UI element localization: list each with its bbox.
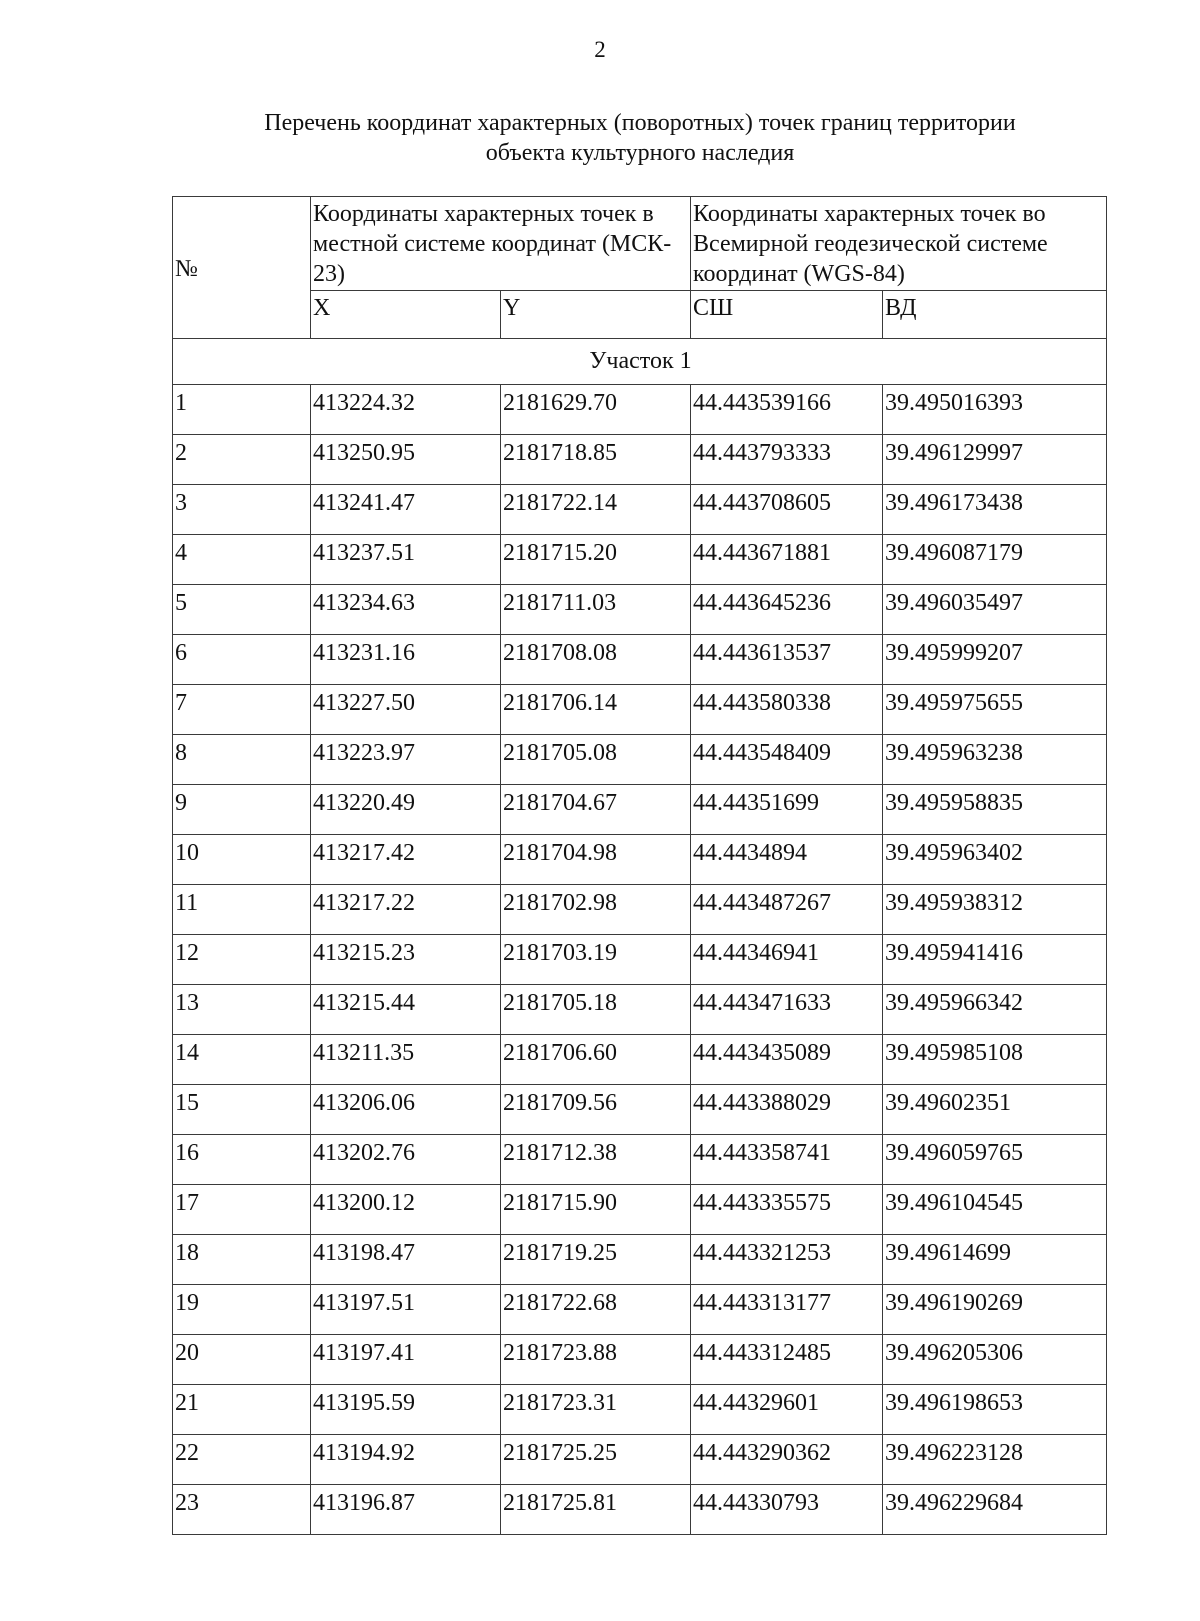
cell-longitude: 39.495999207: [883, 635, 1107, 685]
cell-x: 413211.35: [311, 1035, 501, 1085]
cell-latitude: 44.443358741: [691, 1135, 883, 1185]
cell-point-number: 9: [173, 785, 311, 835]
cell-y: 2181712.38: [501, 1135, 691, 1185]
table-row: [173, 1385, 1107, 1435]
cell-longitude: 39.495975655: [883, 685, 1107, 735]
cell-point-number: 20: [173, 1335, 311, 1385]
cell-x: 413217.22: [311, 885, 501, 935]
cell-x: 413224.32: [311, 385, 501, 435]
cell-longitude: 39.495941416: [883, 935, 1107, 985]
table-row: [173, 1335, 1107, 1385]
cell-longitude: 39.496035497: [883, 585, 1107, 635]
cell-latitude: 44.443321253: [691, 1235, 883, 1285]
cell-y: 2181705.08: [501, 735, 691, 785]
cell-longitude: 39.496087179: [883, 535, 1107, 585]
table-row: [173, 1035, 1107, 1085]
cell-y: 2181704.67: [501, 785, 691, 835]
cell-point-number: 12: [173, 935, 311, 985]
header-x: X: [311, 291, 501, 339]
cell-point-number: 6: [173, 635, 311, 685]
header-number: №: [173, 197, 311, 339]
cell-point-number: 13: [173, 985, 311, 1035]
section-row: [173, 339, 1107, 385]
cell-x: 413215.23: [311, 935, 501, 985]
title-line-2: объекта культурного наследия: [485, 140, 795, 166]
cell-y: 2181708.08: [501, 635, 691, 685]
table-row: [173, 585, 1107, 635]
cell-longitude: 39.495963402: [883, 835, 1107, 885]
cell-point-number: 2: [173, 435, 311, 485]
cell-x: 413215.44: [311, 985, 501, 1035]
table-row: [173, 1185, 1107, 1235]
cell-longitude: 39.495966342: [883, 985, 1107, 1035]
cell-x: 413220.49: [311, 785, 501, 835]
cell-y: 2181725.81: [501, 1485, 691, 1535]
cell-x: 413197.51: [311, 1285, 501, 1335]
table-row: [173, 1285, 1107, 1335]
cell-point-number: 8: [173, 735, 311, 785]
table-row: [173, 385, 1107, 435]
cell-latitude: 44.443487267: [691, 885, 883, 935]
cell-longitude: 39.496129997: [883, 435, 1107, 485]
cell-point-number: 19: [173, 1285, 311, 1335]
cell-point-number: 7: [173, 685, 311, 735]
cell-latitude: 44.443539166: [691, 385, 883, 435]
cell-latitude: 44.443645236: [691, 585, 883, 635]
cell-y: 2181704.98: [501, 835, 691, 885]
cell-x: 413200.12: [311, 1185, 501, 1235]
cell-y: 2181715.90: [501, 1185, 691, 1235]
table-row: [173, 485, 1107, 535]
cell-point-number: 4: [173, 535, 311, 585]
cell-latitude: 44.443435089: [691, 1035, 883, 1085]
table-row: [173, 1085, 1107, 1135]
cell-latitude: 44.44330793: [691, 1485, 883, 1535]
table-row: [173, 885, 1107, 935]
table-row: [173, 785, 1107, 835]
cell-y: 2181703.19: [501, 935, 691, 985]
cell-point-number: 18: [173, 1235, 311, 1285]
cell-y: 2181722.68: [501, 1285, 691, 1335]
cell-latitude: 44.44351699: [691, 785, 883, 835]
header-local-coordinates: Координаты характерных точек в местной системе координат (МСК- 23): [311, 197, 691, 291]
cell-latitude: 44.443613537: [691, 635, 883, 685]
header-y: Y: [501, 291, 691, 339]
table-row: [173, 535, 1107, 585]
cell-latitude: 44.443312485: [691, 1335, 883, 1385]
cell-latitude: 44.443290362: [691, 1435, 883, 1485]
section-label: Участок 1: [173, 339, 1107, 385]
cell-longitude: 39.496198653: [883, 1385, 1107, 1435]
cell-longitude: 39.496104545: [883, 1185, 1107, 1235]
table-row: [173, 1435, 1107, 1485]
cell-longitude: 39.49602351: [883, 1085, 1107, 1135]
cell-longitude: 39.495963238: [883, 735, 1107, 785]
page-number: 2: [594, 37, 606, 62]
cell-y: 2181723.31: [501, 1385, 691, 1435]
table-row: [173, 1235, 1107, 1285]
cell-point-number: 11: [173, 885, 311, 935]
cell-latitude: 44.443580338: [691, 685, 883, 735]
cell-latitude: 44.44329601: [691, 1385, 883, 1435]
table-row: [173, 835, 1107, 885]
cell-x: 413237.51: [311, 535, 501, 585]
table-row: [173, 1485, 1107, 1535]
cell-point-number: 10: [173, 835, 311, 885]
cell-latitude: 44.443471633: [691, 985, 883, 1035]
cell-latitude: 44.443671881: [691, 535, 883, 585]
cell-latitude: 44.443388029: [691, 1085, 883, 1135]
cell-x: 413196.87: [311, 1485, 501, 1535]
cell-point-number: 17: [173, 1185, 311, 1235]
cell-x: 413223.97: [311, 735, 501, 785]
table-row: [173, 935, 1107, 985]
cell-latitude: 44.443708605: [691, 485, 883, 535]
cell-longitude: 39.495958835: [883, 785, 1107, 835]
cell-point-number: 14: [173, 1035, 311, 1085]
cell-latitude: 44.443335575: [691, 1185, 883, 1235]
cell-x: 413194.92: [311, 1435, 501, 1485]
header-latitude: СШ: [691, 291, 883, 339]
header-wgs-coordinates: Координаты характерных точек во Всемирной геодезической системе координат (WGS-84): [691, 197, 1107, 291]
header-longitude: ВД: [883, 291, 1107, 339]
cell-latitude: 44.443793333: [691, 435, 883, 485]
cell-longitude: 39.496059765: [883, 1135, 1107, 1185]
cell-x: 413241.47: [311, 485, 501, 535]
cell-x: 413195.59: [311, 1385, 501, 1435]
cell-point-number: 16: [173, 1135, 311, 1185]
cell-y: 2181709.56: [501, 1085, 691, 1135]
cell-y: 2181702.98: [501, 885, 691, 935]
table-subheader-row: [173, 291, 1107, 339]
table-row: [173, 635, 1107, 685]
cell-y: 2181706.14: [501, 685, 691, 735]
cell-longitude: 39.496229684: [883, 1485, 1107, 1535]
cell-longitude: 39.496223128: [883, 1435, 1107, 1485]
cell-longitude: 39.49614699: [883, 1235, 1107, 1285]
table-header-row: [173, 197, 1107, 291]
table-row: [173, 985, 1107, 1035]
cell-latitude: 44.443548409: [691, 735, 883, 785]
cell-x: 413234.63: [311, 585, 501, 635]
cell-x: 413198.47: [311, 1235, 501, 1285]
cell-latitude: 44.44346941: [691, 935, 883, 985]
cell-latitude: 44.443313177: [691, 1285, 883, 1335]
table-row: [173, 435, 1107, 485]
cell-point-number: 3: [173, 485, 311, 535]
cell-longitude: 39.496173438: [883, 485, 1107, 535]
cell-latitude: 44.4434894: [691, 835, 883, 885]
cell-longitude: 39.495016393: [883, 385, 1107, 435]
table-row: [173, 685, 1107, 735]
cell-x: 413202.76: [311, 1135, 501, 1185]
cell-y: 2181722.14: [501, 485, 691, 535]
cell-y: 2181725.25: [501, 1435, 691, 1485]
cell-x: 413217.42: [311, 835, 501, 885]
cell-y: 2181718.85: [501, 435, 691, 485]
cell-point-number: 1: [173, 385, 311, 435]
cell-x: 413197.41: [311, 1335, 501, 1385]
table-row: [173, 735, 1107, 785]
cell-point-number: 21: [173, 1385, 311, 1435]
cell-y: 2181711.03: [501, 585, 691, 635]
cell-point-number: 23: [173, 1485, 311, 1535]
cell-y: 2181706.60: [501, 1035, 691, 1085]
title-line-1: Перечень координат характерных (поворотных) точек границ территории: [264, 110, 1016, 136]
cell-x: 413206.06: [311, 1085, 501, 1135]
cell-x: 413250.95: [311, 435, 501, 485]
cell-point-number: 22: [173, 1435, 311, 1485]
cell-y: 2181723.88: [501, 1335, 691, 1385]
cell-point-number: 15: [173, 1085, 311, 1135]
cell-y: 2181629.70: [501, 385, 691, 435]
cell-longitude: 39.495938312: [883, 885, 1107, 935]
cell-x: 413227.50: [311, 685, 501, 735]
cell-longitude: 39.496190269: [883, 1285, 1107, 1335]
cell-point-number: 5: [173, 585, 311, 635]
table-row: [173, 1135, 1107, 1185]
coordinates-table: [172, 196, 1107, 1535]
cell-y: 2181705.18: [501, 985, 691, 1035]
cell-y: 2181715.20: [501, 535, 691, 585]
cell-x: 413231.16: [311, 635, 501, 685]
cell-longitude: 39.496205306: [883, 1335, 1107, 1385]
cell-y: 2181719.25: [501, 1235, 691, 1285]
cell-longitude: 39.495985108: [883, 1035, 1107, 1085]
document-title: [160, 108, 1120, 168]
